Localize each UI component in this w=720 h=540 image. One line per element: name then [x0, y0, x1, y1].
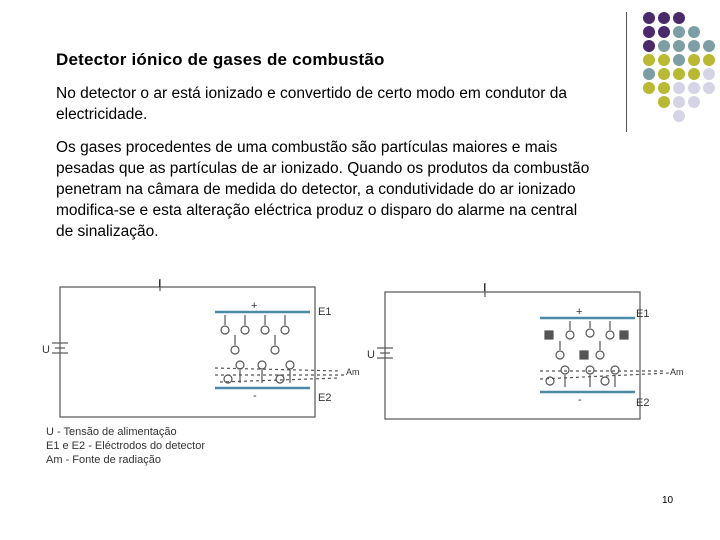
- right-plus-sign: +: [576, 306, 583, 318]
- paragraph-ionized-air: No detector o ar está ionizado e convertido de certo modo em condutor da electricidade.: [56, 85, 567, 123]
- page-number: 10: [662, 495, 674, 506]
- left-e2-label: E2: [318, 392, 332, 404]
- paragraph-combustion-gases: Os gases procedentes de uma combustão são partículas maiores e mais pesadas que as partículas de ar ionizado. Quando os produtos da combustão penetram na câmara de medida do detector, a condutividade do ar ionizado modifica-se e esta alteração eléctrica produz o disparo do alarme na central de sinalização.: [56, 139, 590, 240]
- right-minus-sign: -: [578, 394, 582, 406]
- smoke-particle: [545, 331, 553, 339]
- legend-electrodes: E1 e E2 - Eléctrodos do detector: [46, 440, 205, 452]
- dot-row-1: [643, 12, 685, 24]
- right-am-label: Am: [670, 367, 684, 377]
- left-plus-sign: +: [251, 300, 258, 312]
- decorative-vertical-line: [626, 12, 627, 132]
- diagram-legend: [46, 425, 205, 467]
- right-voltage-label: U: [367, 349, 375, 361]
- dot-row-6: [643, 82, 715, 94]
- right-e2-label: E2: [636, 397, 650, 409]
- left-ions: [221, 315, 294, 383]
- circuit-smoke-state: [377, 283, 670, 419]
- right-circuit-wire: [385, 292, 640, 419]
- dot-row-7: [658, 96, 700, 108]
- right-current-label: I: [483, 282, 487, 294]
- dot-row-2: [643, 26, 700, 38]
- dot-row-8: [673, 110, 685, 122]
- smoke-particle: [620, 331, 628, 339]
- right-e1-label: E1: [636, 308, 650, 320]
- dot-row-5: [643, 68, 715, 80]
- dot-row-3: [643, 40, 715, 52]
- slide-title: Detector iónico de gases de combustão: [56, 50, 385, 69]
- left-voltage-label: U: [42, 344, 50, 356]
- right-radiation-beam: [540, 373, 670, 379]
- smoke-particle: [580, 351, 588, 359]
- legend-voltage: U - Tensão de alimentação: [46, 426, 177, 438]
- decorative-dot-grid: [620, 0, 720, 140]
- legend-radiation-source: Am - Fonte de radiação: [46, 454, 161, 466]
- left-current-label: I: [158, 278, 162, 290]
- left-am-label: Am: [346, 367, 360, 377]
- left-circuit-wire: [60, 287, 315, 417]
- left-minus-sign: -: [253, 390, 257, 402]
- right-ions-and-smoke: [545, 321, 628, 387]
- left-e1-label: E1: [318, 306, 332, 318]
- dot-row-4: [643, 54, 715, 66]
- circuit-normal-state: [52, 279, 345, 417]
